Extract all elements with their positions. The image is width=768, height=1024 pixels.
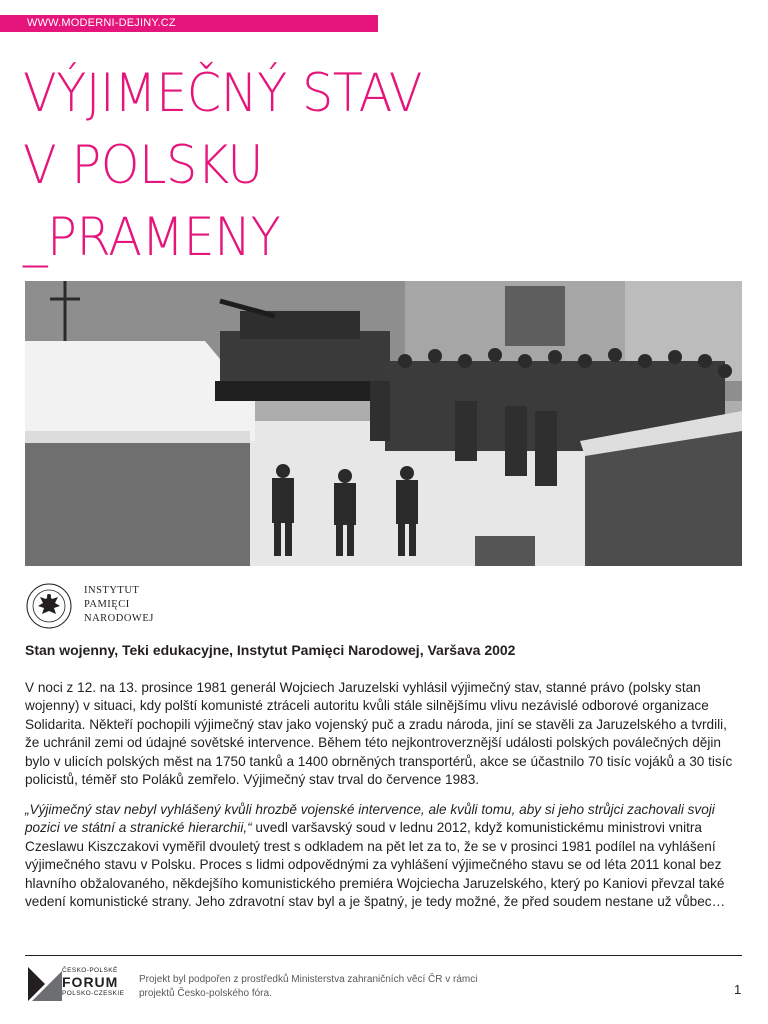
- paragraph-1: [25, 679, 747, 789]
- header-url-bar: [0, 15, 378, 32]
- forum-logo-top: ČESKO-POLSKÉ: [62, 967, 118, 974]
- footer-note-line-2: projektů Česko-polského fóra.: [139, 988, 272, 999]
- forum-logo: [28, 967, 128, 1001]
- forum-logo-main: FORUM: [62, 974, 119, 990]
- paragraph-1-line: bylo v ulicích polských měst na 1750 tanků a 1400 obrněných transportérů, akce se účastnilo 70 tisíc vojáků a 30 tisíc: [25, 753, 733, 769]
- eagle-seal-icon: [25, 582, 73, 630]
- paragraph-1-line: policistů, téměř sto Poláků zemřelo. Výjimečný stav trval do července 1983.: [25, 772, 480, 788]
- institute-line-2: PAMIĘCI: [84, 599, 130, 610]
- paragraph-2-line: Czeslawu Kiszczakovi vyměřil dvouletý trest s odkladem na pět let za to, že se v prosinci 1981 podílel na vyhlášení: [25, 838, 716, 854]
- page-title: [23, 58, 743, 274]
- paragraph-2: [25, 801, 747, 911]
- quote-continuation: uvedl varšavský soud v lednu 2012, když komunistickému ministrovi vnitra: [251, 820, 702, 836]
- footer-note: [139, 973, 477, 1001]
- quote-end: pozici ve státní a stranické hierarchii,“: [25, 820, 252, 836]
- page-number: 1: [734, 982, 742, 997]
- title-line-1: VÝJIMEČNÝ STAV: [23, 63, 422, 124]
- paragraph-1-line: Solidarita. Někteří pochopili výjimečný stav jako vojenský puč a zradu národa, jiní se stavěli za Jaruzelského a tvrdili,: [25, 716, 727, 732]
- historical-photo: [25, 281, 742, 566]
- forum-logo-mark-icon: [28, 967, 62, 1001]
- forum-logo-text: [62, 967, 124, 998]
- quote-line-2: [25, 819, 747, 837]
- forum-logo-bottom: POLSKO-CZESKIE: [62, 990, 125, 997]
- institute-logo: [25, 582, 185, 630]
- header-url[interactable]: WWW.MODERNI-DEJINY.CZ: [27, 17, 176, 29]
- paragraph-2-line: vedení komunistické strany. Jeho zdravotní stav byl a je špatný, je tedy možné, že před soudem nestane už vůbec…: [25, 894, 726, 910]
- source-citation: Stan wojenny, Teki edukacyjne, Instytut Pamięci Narodowej, Varšava 2002: [25, 642, 516, 658]
- institute-line-1: INSTYTUT: [84, 585, 140, 596]
- paragraph-1-line: V noci z 12. na 13. prosince 1981 generál Wojciech Jaruzelski vyhlásil výjimečný stav, stanné právo (polsky stan: [25, 680, 701, 695]
- title-line-2: V POLSKU: [23, 135, 264, 196]
- paragraph-1-line: že uchránil zemi od údajné sovětské intervence. Během této nejkontroverznější události polských poválečných dějin: [25, 735, 721, 751]
- paragraph-2-line: výjimečného stavu v Polsku. Proces s lidmi odpovědnými za vyhlášení výjimečného stavu se od léta 2011 konal bez: [25, 857, 722, 873]
- institute-line-3: NARODOWEJ: [84, 613, 154, 624]
- paragraph-2-line: hlavního obžalovaného, někdejšího komunistického premiéra Wojciecha Jaruzelského, který po Kaniovi převzal také: [25, 875, 725, 891]
- paragraph-1-line: wojenny) v situaci, kdy polští komunisté ztráceli autoritu kvůli stále silnějšímu vlivu nezávislé odborové organizace: [25, 698, 709, 714]
- footer-note-line-1: Projekt byl podpořen z prostředků Ministerstva zahraničních věcí ČR v rámci: [139, 974, 478, 985]
- quote-line-1: „Výjimečný stav nebyl vyhlášený kvůli hrozbě vojenské intervence, ale kvůli tomu, aby si jeho strůjci zachovali svoji: [25, 802, 715, 817]
- footer-divider: [25, 955, 742, 956]
- title-line-3: _PRAMENY: [23, 207, 281, 268]
- institute-name: [84, 584, 154, 626]
